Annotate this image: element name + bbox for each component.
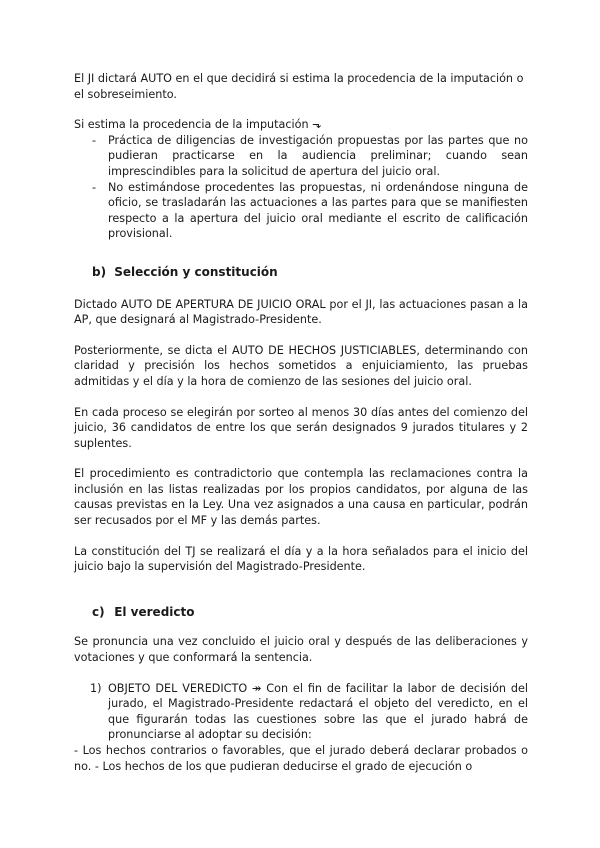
section-b-title: Selección y constitución bbox=[114, 264, 278, 279]
intro-paragraph-2: Si estima la procedencia de la imputación ⬎ bbox=[74, 118, 322, 132]
list-item-text: No estimándose procedentes las propuestas, ni ordenándose ninguna de oficio, se trasladarán las actuaciones a las partes para que se manifiesten respecto a la apertura del juicio oral mediante el escrito de calificación provisional. bbox=[108, 180, 528, 241]
section-c-title: El veredicto bbox=[114, 604, 195, 619]
list-item bbox=[74, 133, 528, 180]
dash-list bbox=[74, 133, 528, 242]
numbered-item-text: OBJETO DEL VEREDICTO ↠ Con el fin de facilitar la labor de decisión del jurado, el Magistrado-Presidente redactará el objeto del veredicto, en el que figurarán todas las cuestiones sobre las que el jurado habrá de pronunciarse al adoptar su decisión: bbox=[108, 681, 528, 742]
list-item bbox=[74, 180, 528, 242]
section-b-label: b) bbox=[92, 264, 107, 279]
dash-bullet: - bbox=[92, 180, 97, 194]
section-c-paragraph: Se pronuncia una vez concluido el juicio oral y después de las deliberaciones y votaciones y que conformará la sentencia. bbox=[74, 635, 528, 665]
section-c-label: c) bbox=[92, 604, 105, 619]
dash-bullet: - bbox=[92, 133, 97, 147]
intro-paragraph-1: El JI dictará AUTO en el que decidirá si estima la procedencia de la imputación o el sobreseimiento. bbox=[74, 72, 524, 101]
section-b-heading bbox=[74, 265, 528, 281]
numbered-item-number: 1) bbox=[90, 681, 102, 695]
section-c-heading bbox=[74, 605, 528, 621]
section-b-paragraph: La constitución del TJ se realizará el día y a la hora señalados para el inicio del juicio bajo la supervisión del Magistrado-Presidente. bbox=[74, 544, 528, 574]
section-b-paragraph: El procedimiento es contradictorio que contempla las reclamaciones contra la inclusión en las listas realizadas por los propios candidatos, por alguna de las causas previstas en la Ley. Una vez asignados a una causa en particular, podrán ser recusados por el MF y las demás partes. bbox=[74, 467, 528, 528]
numbered-item bbox=[74, 681, 528, 743]
section-c-tail: - Los hechos contrarios o favorables, que el jurado deberá declarar probados o no. - Los hechos de los que pudieran deducirse el grado de ejecución o bbox=[74, 744, 528, 773]
document-page bbox=[74, 71, 528, 774]
section-b-paragraph: Posteriormente, se dicta el AUTO DE HECHOS JUSTICIABLES, determinando con claridad y precisión los hechos sometidos a enjuiciamiento, las pruebas admitidas y el día y la hora de comienzo de las sesiones del juicio oral. bbox=[74, 343, 528, 388]
section-b-paragraph: Dictado AUTO DE APERTURA DE JUICIO ORAL por el JI, las actuaciones pasan a la AP, que designará al Magistrado-Presidente. bbox=[74, 297, 528, 327]
section-b-paragraph: En cada proceso se elegirán por sorteo al menos 30 días antes del comienzo del juicio, 36 candidatos de entre los que serán designados 9 jurados titulares y 2 suplentes. bbox=[74, 405, 528, 450]
list-item-text: Práctica de diligencias de investigación propuestas por las partes que no pudieran practicarse en la audiencia preliminar; cuando sean imprescindibles para la solicitud de apertura del juicio oral. bbox=[108, 133, 528, 178]
